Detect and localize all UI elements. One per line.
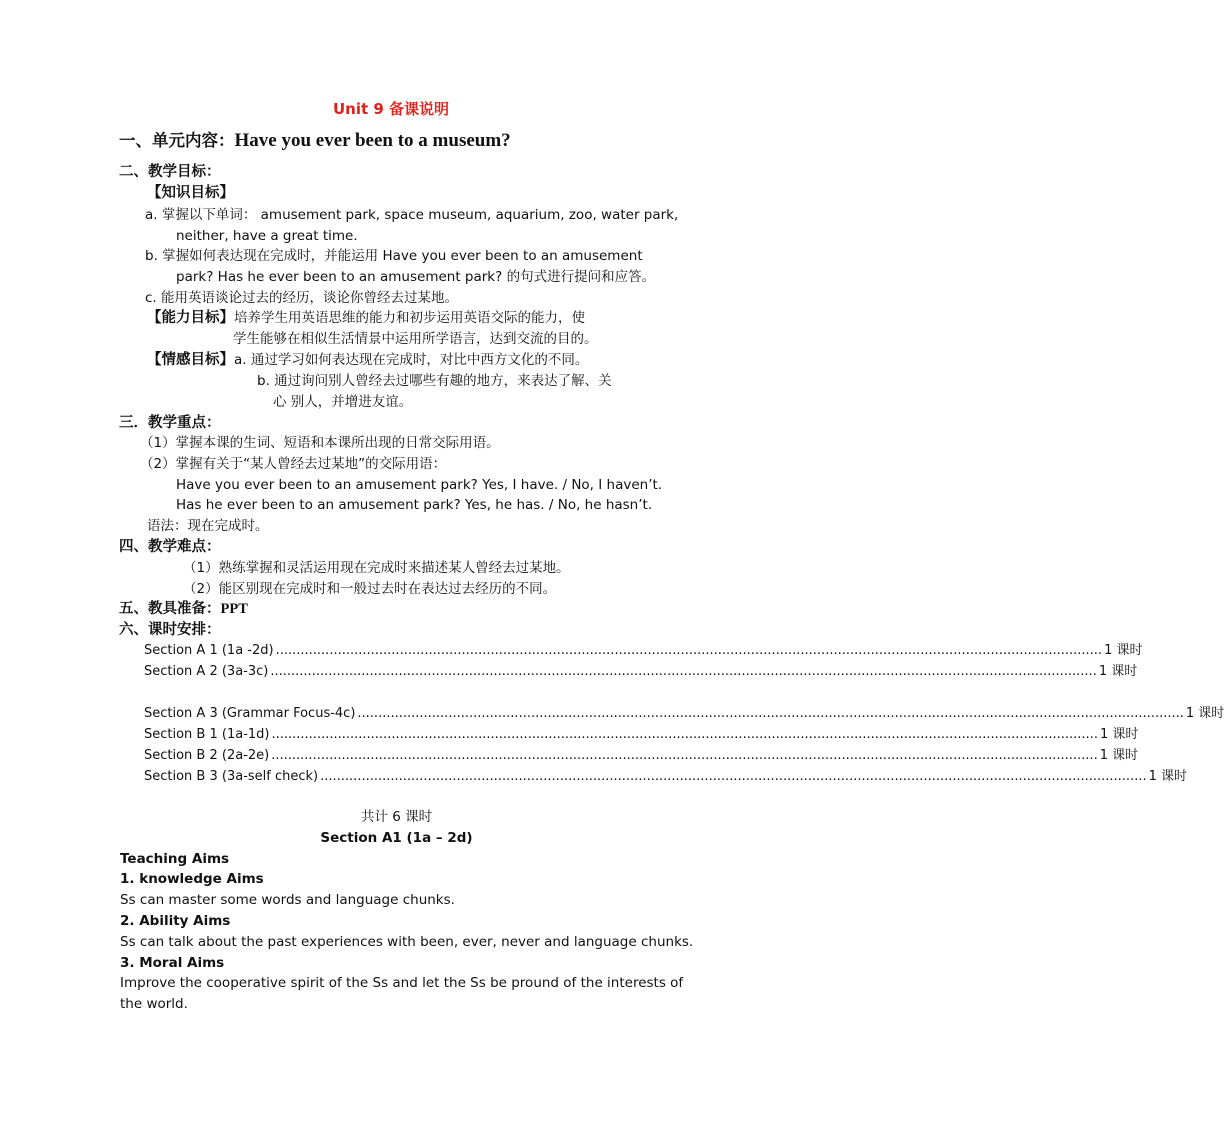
section-4-heading: 四、教学难点： <box>119 539 221 555</box>
ability-aims-text-en: Ss can talk about the past experiences with been, ever, never and language chunks. <box>120 934 694 950</box>
schedule-row-leader: ........................................................................................................................................................................................................ <box>270 664 1097 679</box>
schedule-row-section: Section B 2 (2a-2e) <box>144 748 270 763</box>
section-5-label: 五、教具准备： <box>119 601 221 617</box>
ability-aims-text: 培养学生用英语思维的能力和初步运用英语交际的能力，使 <box>234 310 585 326</box>
schedule-row-section: Section A 3 (Grammar Focus-4c) <box>144 706 356 721</box>
schedule-row-section: Section A 1 (1a -2d) <box>144 643 274 658</box>
knowledge-item-a-line1: a. 掌握以下单词： amusement park, space museum, aquarium, zoo, water park, <box>145 207 679 223</box>
schedule-row-leader: ........................................................................................................................................................................................................ <box>320 769 1147 784</box>
schedule-row-time: 1 课时 <box>1098 664 1138 679</box>
schedule-row-time: 1 课时 <box>1099 748 1139 763</box>
example-sentence-1: Have you ever been to an amusement park? Yes, I have. / No, I haven’t. <box>176 477 663 493</box>
schedule-row-leader: ........................................................................................................................................................................................................ <box>271 748 1098 763</box>
difficulty-1: （1）熟练掌握和灵活运用现在完成时来描述某人曾经去过某地。 <box>183 560 570 576</box>
emotion-aims-b-line2: 心 别人，并增进友谊。 <box>273 394 413 410</box>
emotion-aims-line1 <box>147 350 588 370</box>
schedule-row <box>144 725 1139 745</box>
section-1-value: Have you ever been to a museum? <box>234 130 511 151</box>
key-point-2: （2）掌握有关于“某人曾经去过某地”的交际用语： <box>140 456 447 472</box>
section-5-value: PPT <box>220 601 248 617</box>
difficulty-2: （2）能区别现在完成时和一般过去时在表达过去经历的不同。 <box>183 581 557 597</box>
knowledge-item-a-line2: neither, have a great time. <box>176 228 358 244</box>
knowledge-aims-heading: 1. knowledge Aims <box>120 871 264 887</box>
schedule-row <box>144 704 1224 724</box>
section-6-heading: 六、课时安排： <box>119 622 221 638</box>
schedule-row <box>144 746 1139 766</box>
schedule-row-section: Section B 3 (3a-self check) <box>144 769 319 784</box>
section-1-label: 一、单元内容： <box>119 131 235 150</box>
schedule-row-leader: ........................................................................................................................................................................................................ <box>271 727 1098 742</box>
knowledge-item-c: c. 能用英语谈论过去的经历，谈论你曾经去过某地。 <box>145 290 459 306</box>
section-3-heading: 三．教学重点： <box>119 415 221 431</box>
grammar-point: 语法：现在完成时。 <box>147 518 269 534</box>
ability-aims-heading: 2. Ability Aims <box>120 913 231 929</box>
ability-aims-line1 <box>147 308 585 328</box>
schedule-row <box>144 662 1138 682</box>
teaching-aims-heading: Teaching Aims <box>120 851 230 867</box>
section-1-heading <box>119 131 511 151</box>
key-point-1: （1）掌握本课的生词、短语和本课所出现的日常交际用语。 <box>140 435 500 451</box>
section-5-heading <box>119 599 248 619</box>
schedule-total: 共计 6 课时 <box>360 809 433 825</box>
schedule-row <box>144 767 1187 787</box>
schedule-row-section: Section A 2 (3a-3c) <box>144 664 269 679</box>
moral-aims-heading: 3. Moral Aims <box>120 955 225 971</box>
schedule-row-time: 1 课时 <box>1104 643 1143 658</box>
emotion-aims-b-line1: b. 通过询问别人曾经去过哪些有趣的地方，来表达了解、关 <box>257 373 612 389</box>
schedule-row-section: Section B 1 (1a-1d) <box>144 727 270 742</box>
moral-aims-text-line1: Improve the cooperative spirit of the Ss and let the Ss be pround of the interests of <box>120 975 684 991</box>
schedule-row <box>144 641 1143 661</box>
example-sentence-2: Has he ever been to an amusement park? Yes, he has. / No, he hasn’t. <box>176 497 653 513</box>
section-2-heading: 二、教学目标： <box>119 164 221 180</box>
schedule-row-leader: ........................................................................................................................................................................................................ <box>275 643 1103 658</box>
moral-aims-text-line2: the world. <box>120 996 188 1012</box>
knowledge-aims-text: Ss can master some words and language chunks. <box>120 892 455 908</box>
emotion-aims-label: 【情感目标】 <box>147 352 234 368</box>
schedule-row-time: 1 课时 <box>1099 727 1139 742</box>
lesson-title: Section A1 (1a – 2d) <box>320 830 473 846</box>
page-title: Unit 9 备课说明 <box>333 100 450 118</box>
ability-aims-line2: 学生能够在相似生活情景中运用所学语言，达到交流的目的。 <box>233 331 598 347</box>
knowledge-item-b-line1: b. 掌握如何表达现在完成时，并能运用 Have you ever been to an amusement <box>145 248 643 264</box>
emotion-aims-a: a. 通过学习如何表达现在完成时，对比中西方文化的不同。 <box>234 352 589 368</box>
schedule-row-time: 1 课时 <box>1148 769 1187 784</box>
knowledge-aims-label: 【知识目标】 <box>147 185 234 201</box>
knowledge-item-b-line2: park? Has he ever been to an amusement park? 的句式进行提问和应答。 <box>176 269 656 285</box>
schedule-row-time: 1 课时 <box>1185 706 1224 721</box>
ability-aims-label: 【能力目标】 <box>147 310 234 326</box>
schedule-row-leader: ........................................................................................................................................................................................................ <box>357 706 1184 721</box>
